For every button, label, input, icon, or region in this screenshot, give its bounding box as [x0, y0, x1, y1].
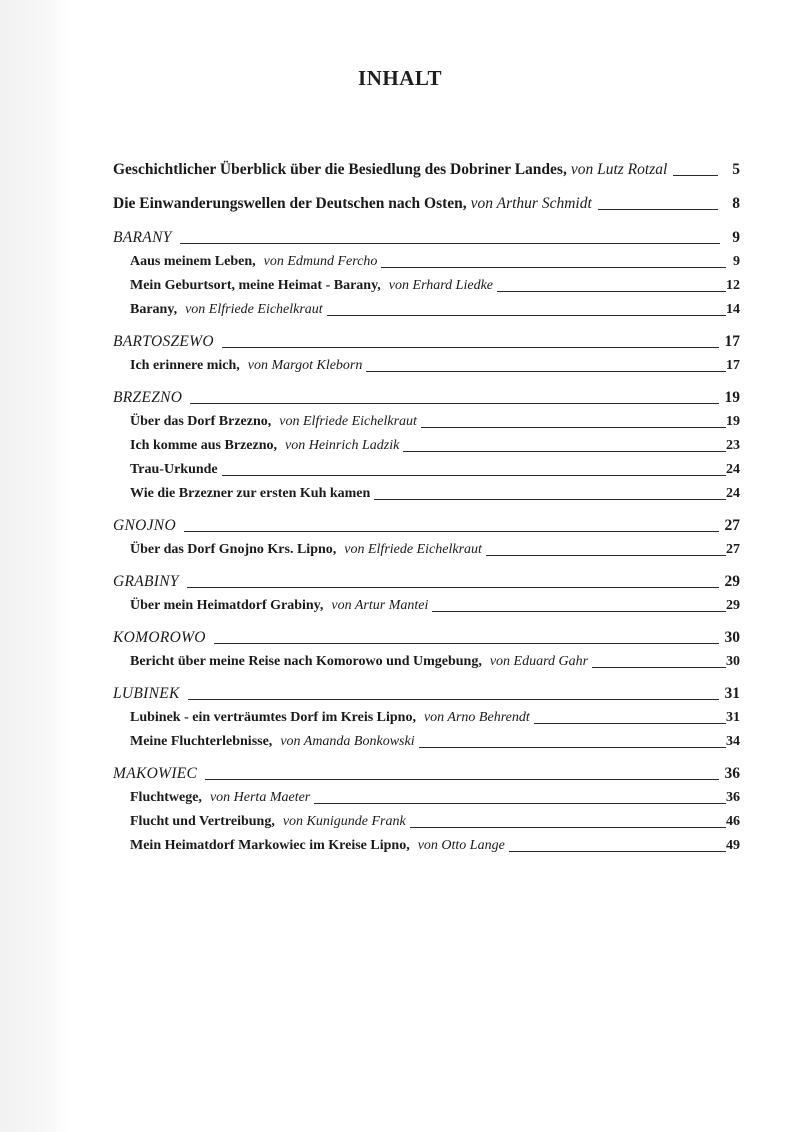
- leader-line: [486, 555, 726, 556]
- leader-line: [497, 291, 726, 292]
- entry-author: von Eduard Gahr: [489, 654, 589, 669]
- toc-entry: [113, 458, 740, 482]
- scan-edge-shadow: [0, 0, 70, 1132]
- toc-entry: [113, 434, 740, 458]
- section-page-number: 19: [724, 389, 740, 406]
- entry-author: von Kunigunde Frank: [282, 814, 406, 829]
- leader-line: [187, 587, 719, 588]
- section-page-number: 17: [724, 333, 740, 350]
- page-title: INHALT: [358, 66, 442, 90]
- entry-page-number: 8: [732, 195, 740, 212]
- entry-author: von Elfriede Eichelkraut: [185, 302, 323, 317]
- section-page-number: 27: [724, 517, 740, 534]
- entry-author: von Elfriede Eichelkraut: [344, 542, 482, 557]
- entry-author: von Otto Lange: [417, 838, 505, 853]
- entry-page-number: 12: [726, 278, 740, 293]
- toc-top-entry: [113, 158, 740, 182]
- leader-line: [327, 315, 726, 316]
- entry-title: Über das Dorf Gnojno Krs. Lipno,: [130, 542, 337, 557]
- entry-author: von Lutz Rotzal: [570, 161, 668, 178]
- leader-line: [419, 747, 726, 748]
- entry-title: Wie die Brzezner zur ersten Kuh kamen: [130, 486, 371, 501]
- section-name: BARTOSZEWO: [113, 333, 214, 350]
- entry-title: Über das Dorf Brzezno,: [130, 414, 272, 429]
- toc-section-heading: [113, 514, 740, 538]
- section-name: GNOJNO: [113, 517, 176, 534]
- toc-section-heading: [113, 570, 740, 594]
- leader-line: [509, 851, 726, 852]
- toc-section-heading: [113, 682, 740, 706]
- toc-entry: [113, 482, 740, 506]
- toc-entry: [113, 834, 740, 858]
- entry-author: von Heinrich Ladzik: [285, 438, 400, 453]
- toc-entry: [113, 354, 740, 378]
- entry-title: Über mein Heimatdorf Grabiny,: [130, 598, 324, 613]
- leader-line: [214, 643, 719, 644]
- leader-line: [592, 667, 726, 668]
- entry-page-number: 27: [726, 542, 740, 557]
- section-page-number: 30: [724, 629, 740, 646]
- leader-line: [222, 347, 719, 348]
- toc-entry: [113, 594, 740, 618]
- section-name: BARANY: [113, 229, 172, 246]
- entry-title: Lubinek - ein verträumtes Dorf im Kreis Lipno,: [130, 710, 416, 725]
- entry-author: von Artur Mantei: [331, 598, 429, 613]
- section-name: LUBINEK: [113, 685, 180, 702]
- leader-line: [673, 175, 718, 176]
- entry-page-number: 34: [726, 734, 740, 749]
- toc-section-heading: [113, 330, 740, 354]
- entry-author: von Erhard Liedke: [388, 278, 494, 293]
- entry-page-number: 24: [726, 486, 740, 501]
- entry-title: Trau-Urkunde: [130, 462, 218, 477]
- toc-entry: [113, 650, 740, 674]
- toc-entry: [113, 274, 740, 298]
- entry-author: von Edmund Fercho: [263, 254, 378, 269]
- entry-page-number: 23: [726, 438, 740, 453]
- entry-author: von Herta Maeter: [209, 790, 311, 805]
- leader-line: [314, 803, 726, 804]
- leader-line: [366, 371, 726, 372]
- entry-title: Mein Heimatdorf Markowiec im Kreise Lipno,: [130, 838, 410, 853]
- toc-entry: [113, 706, 740, 730]
- entry-author: von Margot Kleborn: [247, 358, 363, 373]
- entry-title: Fluchtwege,: [130, 790, 202, 805]
- section-page-number: 29: [724, 573, 740, 590]
- entry-title: Aaus meinem Leben,: [130, 254, 256, 269]
- entry-title: Ich komme aus Brzezno,: [130, 438, 277, 453]
- toc-entry: [113, 786, 740, 810]
- entry-page-number: 29: [726, 598, 740, 613]
- section-name: GRABINY: [113, 573, 179, 590]
- entry-author: von Elfriede Eichelkraut: [279, 414, 417, 429]
- leader-line: [432, 611, 726, 612]
- entry-title: Ich erinnere mich,: [130, 358, 240, 373]
- entry-page-number: 17: [726, 358, 740, 373]
- entry-author: von Amanda Bonkowski: [280, 734, 415, 749]
- toc-entry: [113, 298, 740, 322]
- toc-entry: [113, 250, 740, 274]
- leader-line: [598, 209, 718, 210]
- entry-page-number: 36: [726, 790, 740, 805]
- leader-line: [205, 779, 718, 780]
- entry-author: von Arno Behrendt: [423, 710, 530, 725]
- section-page-number: 31: [724, 685, 740, 702]
- leader-line: [403, 451, 726, 452]
- entry-page-number: 30: [726, 654, 740, 669]
- toc-entry: [113, 538, 740, 562]
- entry-page-number: 14: [726, 302, 740, 317]
- entry-page-number: 24: [726, 462, 740, 477]
- entry-page-number: 19: [726, 414, 740, 429]
- entry-title: Meine Fluchterlebnisse,: [130, 734, 273, 749]
- leader-line: [381, 267, 726, 268]
- entry-title: Bericht über meine Reise nach Komorowo und Umgebung,: [130, 654, 482, 669]
- leader-line: [421, 427, 726, 428]
- entry-title: Flucht und Vertreibung,: [130, 814, 275, 829]
- leader-line: [190, 403, 718, 404]
- leader-line: [222, 475, 726, 476]
- entry-page-number: 49: [726, 838, 740, 853]
- entry-page-number: 5: [732, 161, 740, 178]
- toc-top-entry: [113, 192, 740, 216]
- toc-entry: [113, 410, 740, 434]
- toc-section-heading: [113, 626, 740, 650]
- leader-line: [184, 531, 719, 532]
- entry-page-number: 9: [733, 254, 740, 269]
- entry-page-number: 31: [726, 710, 740, 725]
- entry-title: Die Einwanderungswellen der Deutschen nach Osten,: [113, 195, 467, 212]
- entry-title: Geschichtlicher Überblick über die Besiedlung des Dobriner Landes,: [113, 161, 567, 178]
- toc-entry: [113, 730, 740, 754]
- section-name: BRZEZNO: [113, 389, 183, 406]
- leader-line: [180, 243, 720, 244]
- leader-line: [410, 827, 726, 828]
- section-name: MAKOWIEC: [113, 765, 198, 782]
- section-page-number: 9: [732, 229, 740, 246]
- entry-title: Mein Geburtsort, meine Heimat - Barany,: [130, 278, 381, 293]
- leader-line: [534, 723, 726, 724]
- section-name: KOMOROWO: [113, 629, 206, 646]
- table-of-contents: [113, 158, 740, 858]
- toc-section-heading: [113, 386, 740, 410]
- toc-entry: [113, 810, 740, 834]
- section-page-number: 36: [724, 765, 740, 782]
- entry-title: Barany,: [130, 302, 178, 317]
- toc-section-heading: [113, 762, 740, 786]
- toc-section-heading: [113, 226, 740, 250]
- entry-author: von Arthur Schmidt: [470, 195, 592, 212]
- leader-line: [374, 499, 726, 500]
- toc-sections: [113, 226, 740, 858]
- leader-line: [188, 699, 719, 700]
- entry-page-number: 46: [726, 814, 740, 829]
